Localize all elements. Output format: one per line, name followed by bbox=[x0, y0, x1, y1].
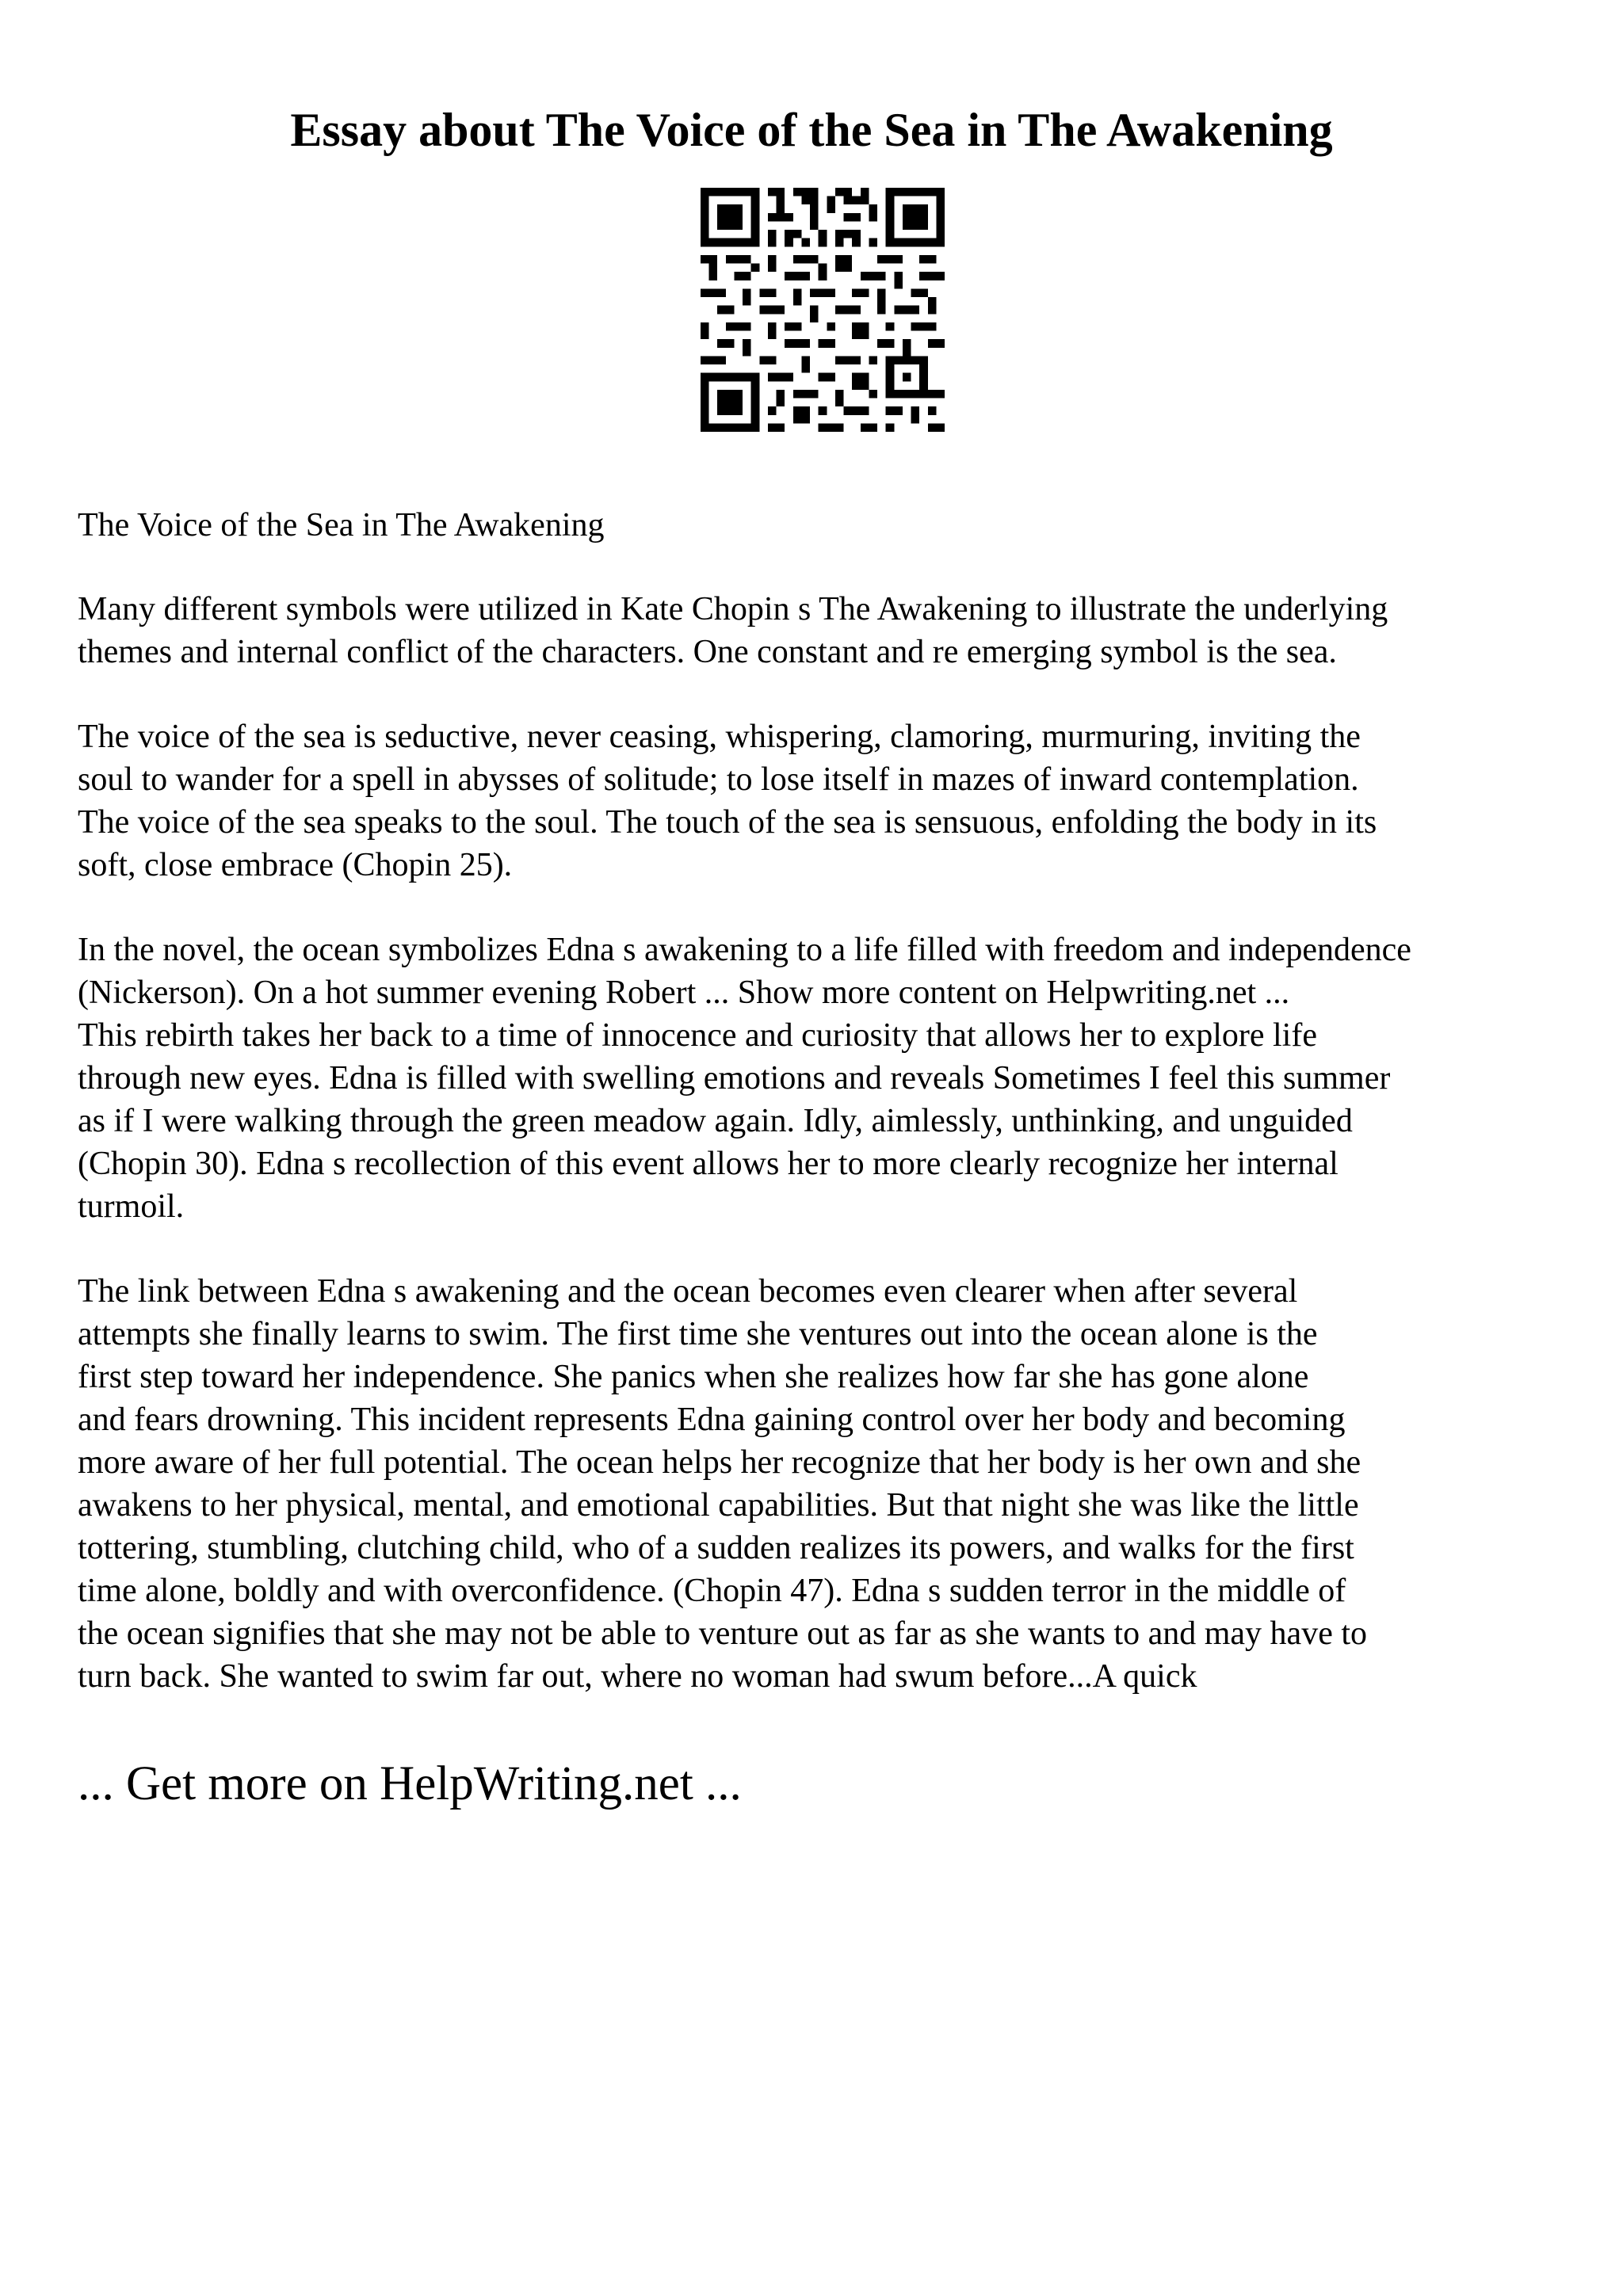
paragraph-line: In the novel, the ocean symbolizes Edna s awakening to a life filled with freedom and independence bbox=[78, 932, 1411, 968]
paragraph-line: themes and internal conflict of the characters. One constant and re emerging symbol is the sea. bbox=[78, 634, 1337, 670]
page-title: Essay about The Voice of the Sea in The Awakening bbox=[290, 104, 1333, 156]
paragraph-line: time alone, boldly and with overconfidence. (Chopin 47). Edna s sudden terror in the middle of bbox=[78, 1573, 1346, 1609]
paragraph-line: The voice of the sea speaks to the soul. The touch of the sea is sensuous, enfolding the body in its bbox=[78, 804, 1377, 841]
paragraph-line: and fears drowning. This incident represents Edna gaining control over her body and becoming bbox=[78, 1402, 1346, 1438]
paragraph-line: as if I were walking through the green meadow again. Idly, aimlessly, unthinking, and unguided bbox=[78, 1103, 1353, 1139]
paragraph-line: first step toward her independence. She panics when she realizes how far she has gone alone bbox=[78, 1359, 1309, 1395]
paragraph-line: soft, close embrace (Chopin 25). bbox=[78, 847, 513, 883]
paragraph-line: awakens to her physical, mental, and emotional capabilities. But that night she was like the little bbox=[78, 1487, 1359, 1524]
paragraph-line: tottering, stumbling, clutching child, who of a sudden realizes its powers, and walks for the first bbox=[78, 1530, 1354, 1566]
paragraph-line: (Nickerson). On a hot summer evening Robert ... Show more content on Helpwriting.net ... bbox=[78, 974, 1290, 1011]
paragraph-line: soul to wander for a spell in abysses of solitude; to lose itself in mazes of inward contemplation. bbox=[78, 761, 1359, 798]
get-more-link[interactable]: ... Get more on HelpWriting.net ... bbox=[78, 1757, 742, 1810]
paragraph-line: The link between Edna s awakening and the ocean becomes even clearer when after several bbox=[78, 1273, 1298, 1310]
paragraph-line: turmoil. bbox=[78, 1188, 185, 1225]
paragraph-line: This rebirth takes her back to a time of innocence and curiosity that allows her to explore life bbox=[78, 1017, 1317, 1054]
paragraph-line: more aware of her full potential. The ocean helps her recognize that her body is her own and she bbox=[78, 1444, 1361, 1481]
paragraph-line: The voice of the sea is seductive, never ceasing, whispering, clamoring, murmuring, inviting the bbox=[78, 719, 1361, 755]
paragraph-line: attempts she finally learns to swim. The first time she ventures out into the ocean alone is the bbox=[78, 1316, 1318, 1352]
paragraph-line: (Chopin 30). Edna s recollection of this event allows her to more clearly recognize her internal bbox=[78, 1146, 1338, 1182]
qr-code-graphic bbox=[701, 188, 945, 432]
section-heading: The Voice of the Sea in The Awakening bbox=[78, 507, 605, 543]
paragraph-line: Many different symbols were utilized in Kate Chopin s The Awakening to illustrate the underlying bbox=[78, 591, 1388, 627]
paragraph-line: the ocean signifies that she may not be able to venture out as far as she wants to and may have to bbox=[78, 1615, 1368, 1652]
paragraph-line: turn back. She wanted to swim far out, where no woman had swum before...A quick bbox=[78, 1658, 1197, 1695]
qr-code-image bbox=[701, 188, 945, 432]
paragraph-line: through new eyes. Edna is filled with swelling emotions and reveals Sometimes I feel this summer bbox=[78, 1060, 1391, 1097]
